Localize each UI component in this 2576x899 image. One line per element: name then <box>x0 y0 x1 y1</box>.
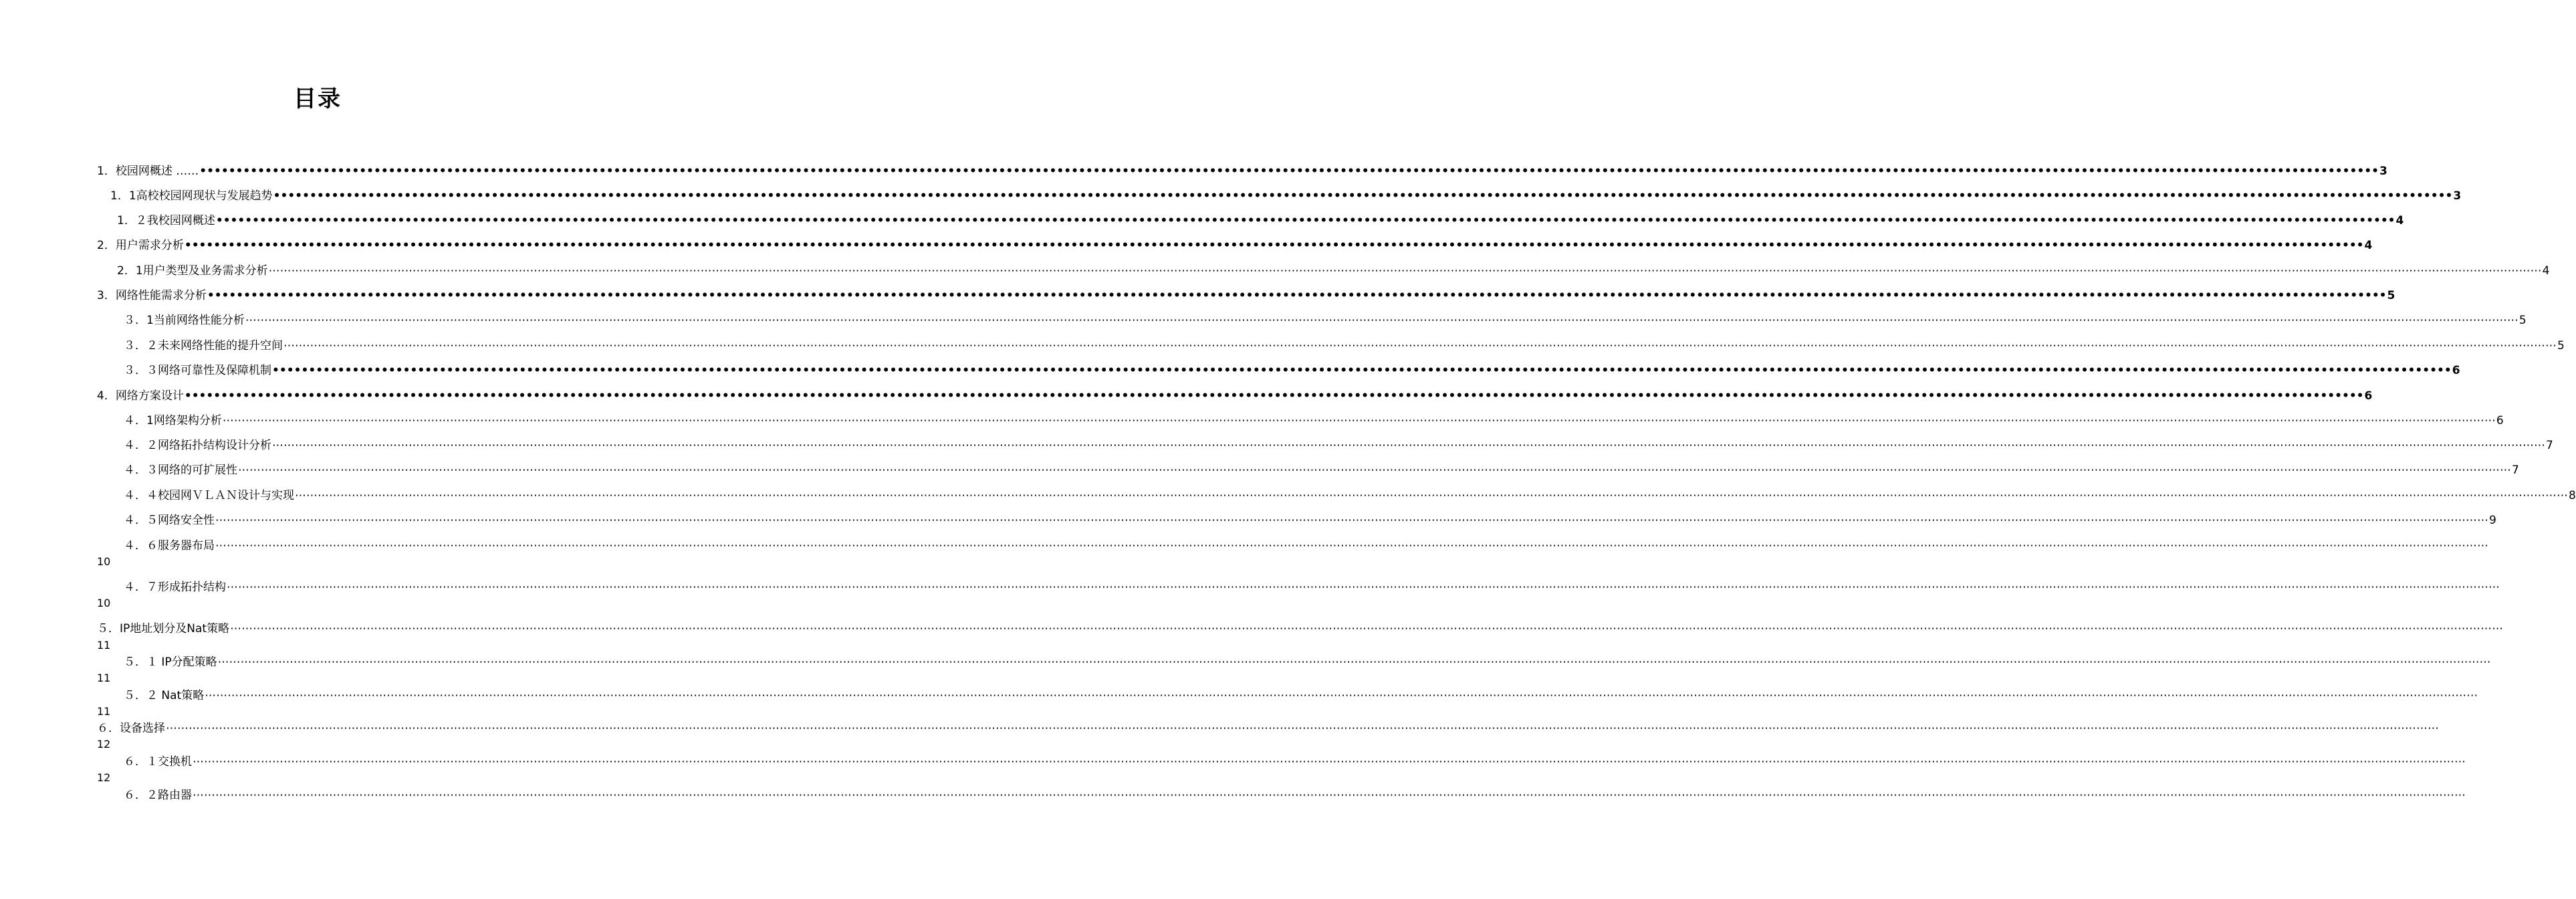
toc-page-number: 4 <box>2395 214 2404 227</box>
toc-entry[interactable] <box>124 512 2496 528</box>
toc-dot-leader: ⋯⋯⋯⋯⋯⋯⋯⋯⋯⋯⋯⋯⋯⋯⋯⋯⋯⋯⋯⋯⋯⋯⋯⋯⋯⋯⋯⋯⋯⋯⋯⋯⋯⋯⋯⋯⋯⋯⋯⋯⋯⋯⋯⋯⋯⋯⋯⋯⋯⋯⋯⋯⋯⋯⋯⋯⋯⋯⋯⋯⋯⋯⋯⋯⋯⋯⋯⋯⋯⋯⋯⋯⋯⋯⋯⋯⋯⋯⋯⋯⋯⋯⋯⋯⋯⋯⋯⋯⋯⋯⋯⋯⋯⋯⋯⋯⋯⋯⋯⋯⋯⋯⋯⋯⋯⋯⋯⋯⋯⋯⋯⋯⋯⋯⋯⋯⋯⋯⋯⋯⋯⋯⋯⋯⋯⋯⋯⋯⋯⋯⋯⋯⋯⋯⋯⋯⋯⋯⋯⋯⋯⋯⋯⋯⋯⋯⋯⋯⋯⋯⋯⋯⋯⋯⋯⋯⋯⋯⋯⋯⋯⋯⋯⋯⋯⋯⋯⋯⋯⋯⋯⋯⋯⋯⋯⋯⋯⋯⋯⋯⋯⋯⋯⋯⋯⋯⋯⋯⋯⋯⋯⋯⋯⋯⋯⋯⋯⋯⋯⋯ <box>283 339 2557 353</box>
toc-entry-title: 1．1高校校园网现状与发展趋势 <box>110 189 273 203</box>
toc-page-number: 11 <box>97 705 111 718</box>
toc-entry-title: ４．1网络架构分析 <box>124 414 222 427</box>
toc-entry[interactable] <box>124 312 2527 328</box>
toc-entry-title: ６．２路由器 <box>124 789 192 802</box>
toc-entry-title: 1．校园网概述 …… <box>97 165 199 178</box>
toc-entry-title: ５．１ IP分配策略 <box>124 656 217 669</box>
toc-entry-title: ４．２网络拓扑结构设计分析 <box>124 439 271 452</box>
toc-entry[interactable] <box>124 338 2565 354</box>
toc-page-number: 3 <box>2453 189 2462 203</box>
toc-page-number: 5 <box>2519 314 2527 327</box>
toc-entry[interactable] <box>97 388 2373 404</box>
toc-dot-leader: ⋯⋯⋯⋯⋯⋯⋯⋯⋯⋯⋯⋯⋯⋯⋯⋯⋯⋯⋯⋯⋯⋯⋯⋯⋯⋯⋯⋯⋯⋯⋯⋯⋯⋯⋯⋯⋯⋯⋯⋯⋯⋯⋯⋯⋯⋯⋯⋯⋯⋯⋯⋯⋯⋯⋯⋯⋯⋯⋯⋯⋯⋯⋯⋯⋯⋯⋯⋯⋯⋯⋯⋯⋯⋯⋯⋯⋯⋯⋯⋯⋯⋯⋯⋯⋯⋯⋯⋯⋯⋯⋯⋯⋯⋯⋯⋯⋯⋯⋯⋯⋯⋯⋯⋯⋯⋯⋯⋯⋯⋯⋯⋯⋯⋯⋯⋯⋯⋯⋯⋯⋯⋯⋯⋯⋯⋯⋯⋯⋯⋯⋯⋯⋯⋯⋯⋯⋯⋯⋯⋯⋯⋯⋯⋯⋯⋯⋯⋯⋯⋯⋯⋯⋯⋯⋯⋯⋯⋯⋯⋯⋯⋯⋯⋯⋯⋯⋯⋯⋯⋯⋯⋯⋯⋯⋯⋯⋯⋯⋯⋯⋯⋯⋯⋯⋯⋯⋯⋯⋯⋯⋯⋯⋯⋯⋯⋯⋯⋯⋯⋯ <box>245 314 2519 327</box>
toc-entry[interactable] <box>124 462 2519 478</box>
toc-page-number: 12 <box>97 738 111 751</box>
toc-entry[interactable] <box>124 654 2491 670</box>
toc-entry[interactable] <box>117 263 2550 279</box>
toc-dot-leader: ⋯⋯⋯⋯⋯⋯⋯⋯⋯⋯⋯⋯⋯⋯⋯⋯⋯⋯⋯⋯⋯⋯⋯⋯⋯⋯⋯⋯⋯⋯⋯⋯⋯⋯⋯⋯⋯⋯⋯⋯⋯⋯⋯⋯⋯⋯⋯⋯⋯⋯⋯⋯⋯⋯⋯⋯⋯⋯⋯⋯⋯⋯⋯⋯⋯⋯⋯⋯⋯⋯⋯⋯⋯⋯⋯⋯⋯⋯⋯⋯⋯⋯⋯⋯⋯⋯⋯⋯⋯⋯⋯⋯⋯⋯⋯⋯⋯⋯⋯⋯⋯⋯⋯⋯⋯⋯⋯⋯⋯⋯⋯⋯⋯⋯⋯⋯⋯⋯⋯⋯⋯⋯⋯⋯⋯⋯⋯⋯⋯⋯⋯⋯⋯⋯⋯⋯⋯⋯⋯⋯⋯⋯⋯⋯⋯⋯⋯⋯⋯⋯⋯⋯⋯⋯⋯⋯⋯⋯⋯⋯⋯⋯⋯⋯⋯⋯⋯⋯⋯⋯⋯⋯⋯⋯⋯⋯⋯⋯⋯⋯⋯⋯⋯⋯⋯⋯⋯⋯⋯⋯⋯⋯⋯⋯⋯⋯⋯⋯⋯⋯ <box>215 539 2488 553</box>
toc-page-number: 10 <box>97 555 111 568</box>
toc-entry-title: 2．1用户类型及业务需求分析 <box>117 264 268 278</box>
toc-page-number: 3 <box>2379 165 2387 178</box>
toc-dot-leader: ⋯⋯⋯⋯⋯⋯⋯⋯⋯⋯⋯⋯⋯⋯⋯⋯⋯⋯⋯⋯⋯⋯⋯⋯⋯⋯⋯⋯⋯⋯⋯⋯⋯⋯⋯⋯⋯⋯⋯⋯⋯⋯⋯⋯⋯⋯⋯⋯⋯⋯⋯⋯⋯⋯⋯⋯⋯⋯⋯⋯⋯⋯⋯⋯⋯⋯⋯⋯⋯⋯⋯⋯⋯⋯⋯⋯⋯⋯⋯⋯⋯⋯⋯⋯⋯⋯⋯⋯⋯⋯⋯⋯⋯⋯⋯⋯⋯⋯⋯⋯⋯⋯⋯⋯⋯⋯⋯⋯⋯⋯⋯⋯⋯⋯⋯⋯⋯⋯⋯⋯⋯⋯⋯⋯⋯⋯⋯⋯⋯⋯⋯⋯⋯⋯⋯⋯⋯⋯⋯⋯⋯⋯⋯⋯⋯⋯⋯⋯⋯⋯⋯⋯⋯⋯⋯⋯⋯⋯⋯⋯⋯⋯⋯⋯⋯⋯⋯⋯⋯⋯⋯⋯⋯⋯⋯⋯⋯⋯⋯⋯⋯⋯⋯⋯⋯⋯⋯⋯⋯⋯⋯⋯⋯⋯⋯⋯⋯⋯⋯⋯ <box>222 414 2496 427</box>
toc-dot-leader: ⋯⋯⋯⋯⋯⋯⋯⋯⋯⋯⋯⋯⋯⋯⋯⋯⋯⋯⋯⋯⋯⋯⋯⋯⋯⋯⋯⋯⋯⋯⋯⋯⋯⋯⋯⋯⋯⋯⋯⋯⋯⋯⋯⋯⋯⋯⋯⋯⋯⋯⋯⋯⋯⋯⋯⋯⋯⋯⋯⋯⋯⋯⋯⋯⋯⋯⋯⋯⋯⋯⋯⋯⋯⋯⋯⋯⋯⋯⋯⋯⋯⋯⋯⋯⋯⋯⋯⋯⋯⋯⋯⋯⋯⋯⋯⋯⋯⋯⋯⋯⋯⋯⋯⋯⋯⋯⋯⋯⋯⋯⋯⋯⋯⋯⋯⋯⋯⋯⋯⋯⋯⋯⋯⋯⋯⋯⋯⋯⋯⋯⋯⋯⋯⋯⋯⋯⋯⋯⋯⋯⋯⋯⋯⋯⋯⋯⋯⋯⋯⋯⋯⋯⋯⋯⋯⋯⋯⋯⋯⋯⋯⋯⋯⋯⋯⋯⋯⋯⋯⋯⋯⋯⋯⋯⋯⋯⋯⋯⋯⋯⋯⋯⋯⋯⋯⋯⋯⋯⋯⋯⋯⋯⋯⋯⋯⋯⋯⋯⋯⋯ <box>217 656 2491 669</box>
toc-entry[interactable] <box>124 787 2466 803</box>
toc-entry[interactable] <box>124 488 2576 504</box>
toc-page-number: 9 <box>2489 514 2496 527</box>
toc-entry-title: ３．３网络可靠性及保障机制 <box>124 364 271 377</box>
page-title: 目录 <box>294 86 342 112</box>
toc-entry-title: ４．７形成拓扑结构 <box>124 581 226 594</box>
toc-entry-title: ６．设备选择 <box>97 722 165 735</box>
toc-page-number: 6 <box>2452 364 2460 377</box>
toc-page-number: 7 <box>2512 464 2519 477</box>
toc-dot-leader: ⋯⋯⋯⋯⋯⋯⋯⋯⋯⋯⋯⋯⋯⋯⋯⋯⋯⋯⋯⋯⋯⋯⋯⋯⋯⋯⋯⋯⋯⋯⋯⋯⋯⋯⋯⋯⋯⋯⋯⋯⋯⋯⋯⋯⋯⋯⋯⋯⋯⋯⋯⋯⋯⋯⋯⋯⋯⋯⋯⋯⋯⋯⋯⋯⋯⋯⋯⋯⋯⋯⋯⋯⋯⋯⋯⋯⋯⋯⋯⋯⋯⋯⋯⋯⋯⋯⋯⋯⋯⋯⋯⋯⋯⋯⋯⋯⋯⋯⋯⋯⋯⋯⋯⋯⋯⋯⋯⋯⋯⋯⋯⋯⋯⋯⋯⋯⋯⋯⋯⋯⋯⋯⋯⋯⋯⋯⋯⋯⋯⋯⋯⋯⋯⋯⋯⋯⋯⋯⋯⋯⋯⋯⋯⋯⋯⋯⋯⋯⋯⋯⋯⋯⋯⋯⋯⋯⋯⋯⋯⋯⋯⋯⋯⋯⋯⋯⋯⋯⋯⋯⋯⋯⋯⋯⋯⋯⋯⋯⋯⋯⋯⋯⋯⋯⋯⋯⋯⋯⋯⋯⋯⋯⋯⋯⋯⋯⋯⋯⋯⋯ <box>295 489 2568 502</box>
toc-dot-leader: ⋯⋯⋯⋯⋯⋯⋯⋯⋯⋯⋯⋯⋯⋯⋯⋯⋯⋯⋯⋯⋯⋯⋯⋯⋯⋯⋯⋯⋯⋯⋯⋯⋯⋯⋯⋯⋯⋯⋯⋯⋯⋯⋯⋯⋯⋯⋯⋯⋯⋯⋯⋯⋯⋯⋯⋯⋯⋯⋯⋯⋯⋯⋯⋯⋯⋯⋯⋯⋯⋯⋯⋯⋯⋯⋯⋯⋯⋯⋯⋯⋯⋯⋯⋯⋯⋯⋯⋯⋯⋯⋯⋯⋯⋯⋯⋯⋯⋯⋯⋯⋯⋯⋯⋯⋯⋯⋯⋯⋯⋯⋯⋯⋯⋯⋯⋯⋯⋯⋯⋯⋯⋯⋯⋯⋯⋯⋯⋯⋯⋯⋯⋯⋯⋯⋯⋯⋯⋯⋯⋯⋯⋯⋯⋯⋯⋯⋯⋯⋯⋯⋯⋯⋯⋯⋯⋯⋯⋯⋯⋯⋯⋯⋯⋯⋯⋯⋯⋯⋯⋯⋯⋯⋯⋯⋯⋯⋯⋯⋯⋯⋯⋯⋯⋯⋯⋯⋯⋯⋯⋯⋯⋯⋯⋯⋯⋯⋯⋯⋯⋯ <box>268 264 2542 278</box>
toc-entry[interactable] <box>124 579 2500 595</box>
toc-page-number: 10 <box>97 597 111 609</box>
toc-dot-leader: •••••••••••••••••••••••••••••••••••••••••••••••••••••••••••••••••••••••••••••••••••••••••••••••••••••••••••••••••••••••••••••••••••••••••••••••••••••••••••••••••••••••••••••••••••••••••••••••••••••••••••••••••••••••••••••••••••••••••••••••••••••••••••••••••••••••••••••••••••••••••••••••••••••••••••• <box>184 239 2364 252</box>
toc-dot-leader: ⋯⋯⋯⋯⋯⋯⋯⋯⋯⋯⋯⋯⋯⋯⋯⋯⋯⋯⋯⋯⋯⋯⋯⋯⋯⋯⋯⋯⋯⋯⋯⋯⋯⋯⋯⋯⋯⋯⋯⋯⋯⋯⋯⋯⋯⋯⋯⋯⋯⋯⋯⋯⋯⋯⋯⋯⋯⋯⋯⋯⋯⋯⋯⋯⋯⋯⋯⋯⋯⋯⋯⋯⋯⋯⋯⋯⋯⋯⋯⋯⋯⋯⋯⋯⋯⋯⋯⋯⋯⋯⋯⋯⋯⋯⋯⋯⋯⋯⋯⋯⋯⋯⋯⋯⋯⋯⋯⋯⋯⋯⋯⋯⋯⋯⋯⋯⋯⋯⋯⋯⋯⋯⋯⋯⋯⋯⋯⋯⋯⋯⋯⋯⋯⋯⋯⋯⋯⋯⋯⋯⋯⋯⋯⋯⋯⋯⋯⋯⋯⋯⋯⋯⋯⋯⋯⋯⋯⋯⋯⋯⋯⋯⋯⋯⋯⋯⋯⋯⋯⋯⋯⋯⋯⋯⋯⋯⋯⋯⋯⋯⋯⋯⋯⋯⋯⋯⋯⋯⋯⋯⋯⋯⋯⋯⋯⋯⋯⋯⋯⋯ <box>193 789 2466 802</box>
toc-page-number: 6 <box>2496 414 2504 427</box>
toc-dot-leader: •••••••••••••••••••••••••••••••••••••••••••••••••••••••••••••••••••••••••••••••••••••••••••••••••••••••••••••••••••••••••••••••••••••••••••••••••••••••••••••••••••••••••••••••••••••••••••••••••••••••••••••••••••••••••••••••••••••••••••••••••••••••••••••••••••••••••••••••••••••••••••••••••••••••••••• <box>199 165 2379 178</box>
toc-dot-leader: ⋯⋯⋯⋯⋯⋯⋯⋯⋯⋯⋯⋯⋯⋯⋯⋯⋯⋯⋯⋯⋯⋯⋯⋯⋯⋯⋯⋯⋯⋯⋯⋯⋯⋯⋯⋯⋯⋯⋯⋯⋯⋯⋯⋯⋯⋯⋯⋯⋯⋯⋯⋯⋯⋯⋯⋯⋯⋯⋯⋯⋯⋯⋯⋯⋯⋯⋯⋯⋯⋯⋯⋯⋯⋯⋯⋯⋯⋯⋯⋯⋯⋯⋯⋯⋯⋯⋯⋯⋯⋯⋯⋯⋯⋯⋯⋯⋯⋯⋯⋯⋯⋯⋯⋯⋯⋯⋯⋯⋯⋯⋯⋯⋯⋯⋯⋯⋯⋯⋯⋯⋯⋯⋯⋯⋯⋯⋯⋯⋯⋯⋯⋯⋯⋯⋯⋯⋯⋯⋯⋯⋯⋯⋯⋯⋯⋯⋯⋯⋯⋯⋯⋯⋯⋯⋯⋯⋯⋯⋯⋯⋯⋯⋯⋯⋯⋯⋯⋯⋯⋯⋯⋯⋯⋯⋯⋯⋯⋯⋯⋯⋯⋯⋯⋯⋯⋯⋯⋯⋯⋯⋯⋯⋯⋯⋯⋯⋯⋯⋯⋯ <box>205 689 2478 702</box>
toc-dot-leader: ⋯⋯⋯⋯⋯⋯⋯⋯⋯⋯⋯⋯⋯⋯⋯⋯⋯⋯⋯⋯⋯⋯⋯⋯⋯⋯⋯⋯⋯⋯⋯⋯⋯⋯⋯⋯⋯⋯⋯⋯⋯⋯⋯⋯⋯⋯⋯⋯⋯⋯⋯⋯⋯⋯⋯⋯⋯⋯⋯⋯⋯⋯⋯⋯⋯⋯⋯⋯⋯⋯⋯⋯⋯⋯⋯⋯⋯⋯⋯⋯⋯⋯⋯⋯⋯⋯⋯⋯⋯⋯⋯⋯⋯⋯⋯⋯⋯⋯⋯⋯⋯⋯⋯⋯⋯⋯⋯⋯⋯⋯⋯⋯⋯⋯⋯⋯⋯⋯⋯⋯⋯⋯⋯⋯⋯⋯⋯⋯⋯⋯⋯⋯⋯⋯⋯⋯⋯⋯⋯⋯⋯⋯⋯⋯⋯⋯⋯⋯⋯⋯⋯⋯⋯⋯⋯⋯⋯⋯⋯⋯⋯⋯⋯⋯⋯⋯⋯⋯⋯⋯⋯⋯⋯⋯⋯⋯⋯⋯⋯⋯⋯⋯⋯⋯⋯⋯⋯⋯⋯⋯⋯⋯⋯⋯⋯⋯⋯⋯⋯⋯ <box>227 581 2500 594</box>
toc-dot-leader: •••••••••••••••••••••••••••••••••••••••••••••••••••••••••••••••••••••••••••••••••••••••••••••••••••••••••••••••••••••••••••••••••••••••••••••••••••••••••••••••••••••••••••••••••••••••••••••••••••••••••••••••••••••••••••••••••••••••••••••••••••••••••••••••••••••••••••••••••••••••••••••••••••••••••••• <box>273 189 2453 203</box>
toc-entry-title: 2．用户需求分析 <box>97 239 184 252</box>
toc-entry-title: 4．网络方案设计 <box>97 389 184 403</box>
toc-dot-leader: •••••••••••••••••••••••••••••••••••••••••••••••••••••••••••••••••••••••••••••••••••••••••••••••••••••••••••••••••••••••••••••••••••••••••••••••••••••••••••••••••••••••••••••••••••••••••••••••••••••••••••••••••••••••••••••••••••••••••••••••••••••••••••••••••••••••••••••••••••••••••••••••••••••••••••• <box>215 214 2395 227</box>
toc-dot-leader: ⋯⋯⋯⋯⋯⋯⋯⋯⋯⋯⋯⋯⋯⋯⋯⋯⋯⋯⋯⋯⋯⋯⋯⋯⋯⋯⋯⋯⋯⋯⋯⋯⋯⋯⋯⋯⋯⋯⋯⋯⋯⋯⋯⋯⋯⋯⋯⋯⋯⋯⋯⋯⋯⋯⋯⋯⋯⋯⋯⋯⋯⋯⋯⋯⋯⋯⋯⋯⋯⋯⋯⋯⋯⋯⋯⋯⋯⋯⋯⋯⋯⋯⋯⋯⋯⋯⋯⋯⋯⋯⋯⋯⋯⋯⋯⋯⋯⋯⋯⋯⋯⋯⋯⋯⋯⋯⋯⋯⋯⋯⋯⋯⋯⋯⋯⋯⋯⋯⋯⋯⋯⋯⋯⋯⋯⋯⋯⋯⋯⋯⋯⋯⋯⋯⋯⋯⋯⋯⋯⋯⋯⋯⋯⋯⋯⋯⋯⋯⋯⋯⋯⋯⋯⋯⋯⋯⋯⋯⋯⋯⋯⋯⋯⋯⋯⋯⋯⋯⋯⋯⋯⋯⋯⋯⋯⋯⋯⋯⋯⋯⋯⋯⋯⋯⋯⋯⋯⋯⋯⋯⋯⋯⋯⋯⋯⋯⋯⋯⋯⋯ <box>238 464 2511 477</box>
toc-entry[interactable] <box>110 188 2462 204</box>
toc-entry-title: ６．１交换机 <box>124 755 192 769</box>
toc-dot-leader: ⋯⋯⋯⋯⋯⋯⋯⋯⋯⋯⋯⋯⋯⋯⋯⋯⋯⋯⋯⋯⋯⋯⋯⋯⋯⋯⋯⋯⋯⋯⋯⋯⋯⋯⋯⋯⋯⋯⋯⋯⋯⋯⋯⋯⋯⋯⋯⋯⋯⋯⋯⋯⋯⋯⋯⋯⋯⋯⋯⋯⋯⋯⋯⋯⋯⋯⋯⋯⋯⋯⋯⋯⋯⋯⋯⋯⋯⋯⋯⋯⋯⋯⋯⋯⋯⋯⋯⋯⋯⋯⋯⋯⋯⋯⋯⋯⋯⋯⋯⋯⋯⋯⋯⋯⋯⋯⋯⋯⋯⋯⋯⋯⋯⋯⋯⋯⋯⋯⋯⋯⋯⋯⋯⋯⋯⋯⋯⋯⋯⋯⋯⋯⋯⋯⋯⋯⋯⋯⋯⋯⋯⋯⋯⋯⋯⋯⋯⋯⋯⋯⋯⋯⋯⋯⋯⋯⋯⋯⋯⋯⋯⋯⋯⋯⋯⋯⋯⋯⋯⋯⋯⋯⋯⋯⋯⋯⋯⋯⋯⋯⋯⋯⋯⋯⋯⋯⋯⋯⋯⋯⋯⋯⋯⋯⋯⋯⋯⋯⋯⋯ <box>215 514 2488 527</box>
toc-page-number: 11 <box>97 639 111 652</box>
toc-entry[interactable] <box>124 413 2504 429</box>
toc-page-number: 5 <box>2387 289 2395 302</box>
toc-entry[interactable] <box>97 237 2373 254</box>
toc-dot-leader: •••••••••••••••••••••••••••••••••••••••••••••••••••••••••••••••••••••••••••••••••••••••••••••••••••••••••••••••••••••••••••••••••••••••••••••••••••••••••••••••••••••••••••••••••••••••••••••••••••••••••••••••••••••••••••••••••••••••••••••••••••••••••••••••••••••••••••••••••••••••••••••••••••••••••••• <box>272 364 2452 377</box>
toc-page-number: 7 <box>2546 439 2553 452</box>
toc-entry-title: ５．２ Nat策略 <box>124 689 205 702</box>
toc-page-number: 6 <box>2364 389 2373 403</box>
toc-dot-leader: ⋯⋯⋯⋯⋯⋯⋯⋯⋯⋯⋯⋯⋯⋯⋯⋯⋯⋯⋯⋯⋯⋯⋯⋯⋯⋯⋯⋯⋯⋯⋯⋯⋯⋯⋯⋯⋯⋯⋯⋯⋯⋯⋯⋯⋯⋯⋯⋯⋯⋯⋯⋯⋯⋯⋯⋯⋯⋯⋯⋯⋯⋯⋯⋯⋯⋯⋯⋯⋯⋯⋯⋯⋯⋯⋯⋯⋯⋯⋯⋯⋯⋯⋯⋯⋯⋯⋯⋯⋯⋯⋯⋯⋯⋯⋯⋯⋯⋯⋯⋯⋯⋯⋯⋯⋯⋯⋯⋯⋯⋯⋯⋯⋯⋯⋯⋯⋯⋯⋯⋯⋯⋯⋯⋯⋯⋯⋯⋯⋯⋯⋯⋯⋯⋯⋯⋯⋯⋯⋯⋯⋯⋯⋯⋯⋯⋯⋯⋯⋯⋯⋯⋯⋯⋯⋯⋯⋯⋯⋯⋯⋯⋯⋯⋯⋯⋯⋯⋯⋯⋯⋯⋯⋯⋯⋯⋯⋯⋯⋯⋯⋯⋯⋯⋯⋯⋯⋯⋯⋯⋯⋯⋯⋯⋯⋯⋯⋯⋯⋯⋯ <box>272 439 2545 452</box>
toc-entry[interactable] <box>97 621 2504 637</box>
toc-page-number: 12 <box>97 771 111 784</box>
toc-entry[interactable] <box>97 720 2439 736</box>
toc-page-number: 4 <box>2364 239 2373 252</box>
toc-dot-leader: ⋯⋯⋯⋯⋯⋯⋯⋯⋯⋯⋯⋯⋯⋯⋯⋯⋯⋯⋯⋯⋯⋯⋯⋯⋯⋯⋯⋯⋯⋯⋯⋯⋯⋯⋯⋯⋯⋯⋯⋯⋯⋯⋯⋯⋯⋯⋯⋯⋯⋯⋯⋯⋯⋯⋯⋯⋯⋯⋯⋯⋯⋯⋯⋯⋯⋯⋯⋯⋯⋯⋯⋯⋯⋯⋯⋯⋯⋯⋯⋯⋯⋯⋯⋯⋯⋯⋯⋯⋯⋯⋯⋯⋯⋯⋯⋯⋯⋯⋯⋯⋯⋯⋯⋯⋯⋯⋯⋯⋯⋯⋯⋯⋯⋯⋯⋯⋯⋯⋯⋯⋯⋯⋯⋯⋯⋯⋯⋯⋯⋯⋯⋯⋯⋯⋯⋯⋯⋯⋯⋯⋯⋯⋯⋯⋯⋯⋯⋯⋯⋯⋯⋯⋯⋯⋯⋯⋯⋯⋯⋯⋯⋯⋯⋯⋯⋯⋯⋯⋯⋯⋯⋯⋯⋯⋯⋯⋯⋯⋯⋯⋯⋯⋯⋯⋯⋯⋯⋯⋯⋯⋯⋯⋯⋯⋯⋯⋯⋯⋯⋯ <box>166 722 2439 735</box>
toc-entry[interactable] <box>117 213 2404 229</box>
toc-entry[interactable] <box>124 363 2460 379</box>
toc-entry[interactable] <box>124 538 2488 554</box>
toc-entry-title: ４．５网络安全性 <box>124 514 215 527</box>
toc-entry-title: 1．２我校园网概述 <box>117 214 215 227</box>
toc-dot-leader: ⋯⋯⋯⋯⋯⋯⋯⋯⋯⋯⋯⋯⋯⋯⋯⋯⋯⋯⋯⋯⋯⋯⋯⋯⋯⋯⋯⋯⋯⋯⋯⋯⋯⋯⋯⋯⋯⋯⋯⋯⋯⋯⋯⋯⋯⋯⋯⋯⋯⋯⋯⋯⋯⋯⋯⋯⋯⋯⋯⋯⋯⋯⋯⋯⋯⋯⋯⋯⋯⋯⋯⋯⋯⋯⋯⋯⋯⋯⋯⋯⋯⋯⋯⋯⋯⋯⋯⋯⋯⋯⋯⋯⋯⋯⋯⋯⋯⋯⋯⋯⋯⋯⋯⋯⋯⋯⋯⋯⋯⋯⋯⋯⋯⋯⋯⋯⋯⋯⋯⋯⋯⋯⋯⋯⋯⋯⋯⋯⋯⋯⋯⋯⋯⋯⋯⋯⋯⋯⋯⋯⋯⋯⋯⋯⋯⋯⋯⋯⋯⋯⋯⋯⋯⋯⋯⋯⋯⋯⋯⋯⋯⋯⋯⋯⋯⋯⋯⋯⋯⋯⋯⋯⋯⋯⋯⋯⋯⋯⋯⋯⋯⋯⋯⋯⋯⋯⋯⋯⋯⋯⋯⋯⋯⋯⋯⋯⋯⋯⋯⋯ <box>193 755 2466 769</box>
toc-entry[interactable] <box>97 163 2387 179</box>
toc-dot-leader: ⋯⋯⋯⋯⋯⋯⋯⋯⋯⋯⋯⋯⋯⋯⋯⋯⋯⋯⋯⋯⋯⋯⋯⋯⋯⋯⋯⋯⋯⋯⋯⋯⋯⋯⋯⋯⋯⋯⋯⋯⋯⋯⋯⋯⋯⋯⋯⋯⋯⋯⋯⋯⋯⋯⋯⋯⋯⋯⋯⋯⋯⋯⋯⋯⋯⋯⋯⋯⋯⋯⋯⋯⋯⋯⋯⋯⋯⋯⋯⋯⋯⋯⋯⋯⋯⋯⋯⋯⋯⋯⋯⋯⋯⋯⋯⋯⋯⋯⋯⋯⋯⋯⋯⋯⋯⋯⋯⋯⋯⋯⋯⋯⋯⋯⋯⋯⋯⋯⋯⋯⋯⋯⋯⋯⋯⋯⋯⋯⋯⋯⋯⋯⋯⋯⋯⋯⋯⋯⋯⋯⋯⋯⋯⋯⋯⋯⋯⋯⋯⋯⋯⋯⋯⋯⋯⋯⋯⋯⋯⋯⋯⋯⋯⋯⋯⋯⋯⋯⋯⋯⋯⋯⋯⋯⋯⋯⋯⋯⋯⋯⋯⋯⋯⋯⋯⋯⋯⋯⋯⋯⋯⋯⋯⋯⋯⋯⋯⋯⋯⋯ <box>230 622 2504 635</box>
toc-entry[interactable] <box>97 288 2395 304</box>
toc-entry[interactable] <box>124 754 2466 770</box>
toc-entry-title: 3．网络性能需求分析 <box>97 289 207 302</box>
toc-dot-leader: •••••••••••••••••••••••••••••••••••••••••••••••••••••••••••••••••••••••••••••••••••••••••••••••••••••••••••••••••••••••••••••••••••••••••••••••••••••••••••••••••••••••••••••••••••••••••••••••••••••••••••••••••••••••••••••••••••••••••••••••••••••••••••••••••••••••••••••••••••••••••••••••••••••••••••• <box>184 389 2364 403</box>
toc-entry-title: ４．３网络的可扩展性 <box>124 464 237 477</box>
toc-entry[interactable] <box>124 688 2478 704</box>
toc-dot-leader: •••••••••••••••••••••••••••••••••••••••••••••••••••••••••••••••••••••••••••••••••••••••••••••••••••••••••••••••••••••••••••••••••••••••••••••••••••••••••••••••••••••••••••••••••••••••••••••••••••••••••••••••••••••••••••••••••••••••••••••••••••••••••••••••••••••••••••••••••••••••••••••••••••••••••••• <box>207 289 2387 302</box>
toc-page-number: 8 <box>2569 489 2576 502</box>
toc-page-number: 11 <box>97 672 111 684</box>
toc-page-number: 4 <box>2542 264 2550 278</box>
toc-page-number: 5 <box>2557 339 2565 353</box>
toc-entry[interactable] <box>124 437 2553 454</box>
toc-entry-title: ３．1当前网络性能分析 <box>124 314 245 327</box>
toc-entry-title: ５．IP地址划分及Nat策略 <box>97 622 230 635</box>
toc-entry-title: ３．２未来网络性能的提升空间 <box>124 339 283 353</box>
toc-entry-title: ４．４校园网ＶＬＡＮ设计与实现 <box>124 489 294 502</box>
toc-entry-title: ４．６服务器布局 <box>124 539 215 553</box>
